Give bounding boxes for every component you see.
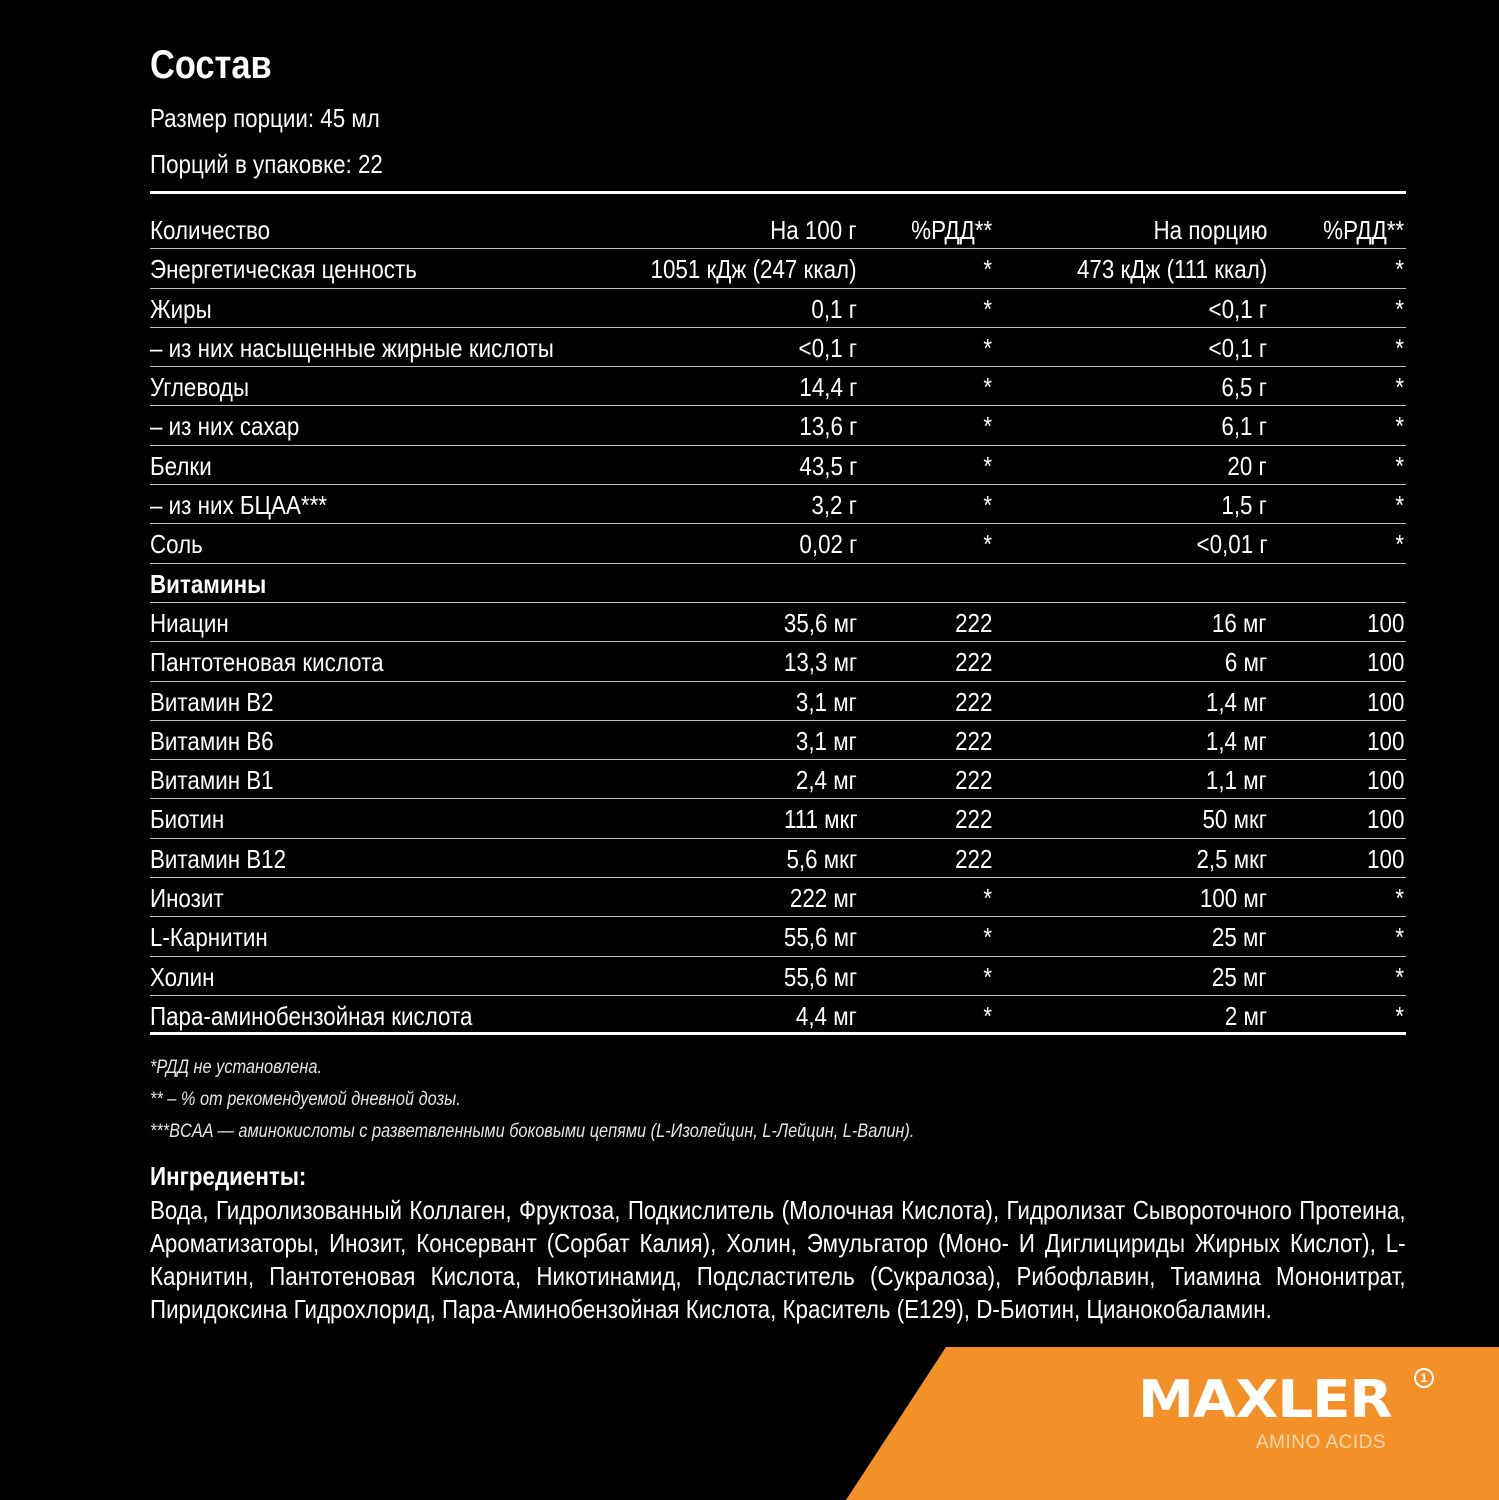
value-per-serving: 6,5 г <box>1221 372 1267 403</box>
rda-per-serving: 100 <box>1366 607 1404 638</box>
nutrition-table <box>150 210 1406 1035</box>
rda-per-serving: 100 <box>1366 725 1404 756</box>
rda-per-100g: * <box>983 293 992 324</box>
table-row <box>150 289 1406 328</box>
table-header-row <box>150 210 1406 249</box>
value-per-100g: 5,6 мкг <box>786 843 857 874</box>
table-row <box>150 642 1406 681</box>
value-per-serving: 1,1 мг <box>1206 765 1267 796</box>
value-per-serving: 25 мг <box>1212 922 1267 953</box>
table-row <box>150 957 1406 996</box>
rda-per-serving: 100 <box>1366 686 1404 717</box>
logo-badge-icon: 1 <box>1414 1368 1434 1388</box>
rda-per-serving: * <box>1395 411 1404 442</box>
table-row <box>150 682 1406 721</box>
table-row <box>150 524 1406 563</box>
value-per-serving: <0,1 г <box>1208 332 1267 363</box>
rda-per-100g: * <box>983 450 992 481</box>
rda-per-100g: * <box>983 490 992 521</box>
nutrient-name: Витамин В6 <box>150 725 274 756</box>
nutrient-name: Энергетическая ценность <box>150 254 417 285</box>
nutrient-name: Холин <box>150 961 215 992</box>
value-per-serving: <0,1 г <box>1208 293 1267 324</box>
column-header-per-serving: На порцию <box>1153 215 1267 245</box>
rda-per-100g: * <box>983 254 992 285</box>
nutrient-name: Пара-аминобензойная кислота <box>150 1000 473 1031</box>
rda-per-100g: 222 <box>954 804 992 835</box>
table-row <box>150 603 1406 642</box>
nutrient-name: – из них насыщенные жирные кислоты <box>150 332 554 363</box>
rda-per-100g: * <box>983 372 992 403</box>
value-per-serving: 6,1 г <box>1221 411 1267 442</box>
nutrient-name: L-Карнитин <box>150 922 268 953</box>
rda-per-serving: * <box>1395 883 1404 914</box>
value-per-100g: 222 мг <box>789 883 857 914</box>
value-per-100g: 0,02 г <box>799 529 857 560</box>
nutrient-name: Жиры <box>150 293 212 324</box>
value-per-serving: 6 мг <box>1224 647 1267 678</box>
table-row <box>150 367 1406 406</box>
table-row <box>150 721 1406 760</box>
rda-per-100g: 222 <box>954 725 992 756</box>
value-per-100g: 55,6 мг <box>783 961 857 992</box>
value-per-100g: 13,3 мг <box>783 647 857 678</box>
rda-per-serving: * <box>1395 372 1404 403</box>
rda-per-100g: * <box>983 883 992 914</box>
value-per-serving: <0,01 г <box>1196 529 1267 560</box>
rda-per-100g: 222 <box>954 607 992 638</box>
nutrient-name: Витамины <box>150 568 267 599</box>
nutrient-name: – из них БЦАА*** <box>150 490 327 521</box>
value-per-serving: 16 мг <box>1212 607 1267 638</box>
value-per-100g: 55,6 мг <box>783 922 857 953</box>
rda-per-100g: * <box>983 1000 992 1031</box>
ingredients-text: Вода, Гидролизованный Коллаген, Фруктоза, Подкислитель (Молочная Кислота), Гидролизат Сывороточного Протеина, Ароматизаторы, Инозит, Консервант (Сорбат Калия), Холин, Эмульгатор (Моно- И Диглицириды Жирных Кислот), L-Карнитин, Пантотеновая Кислота, Никотинамид, Подсластитель (Сукралоза), Рибофлавин, Тиамина Мононитрат, Пиридоксина Гидрохлорид, Пара-Аминобензойная Кислота, Краситель (Е129), D-Биотин, Цианокобаламин. <box>150 1195 1406 1324</box>
table-row <box>150 799 1406 838</box>
nutrient-name: Витамин В12 <box>150 843 287 874</box>
nutrient-name: Инозит <box>150 883 224 914</box>
brand-logo <box>1138 1370 1428 1453</box>
value-per-100g: 2,4 мг <box>796 765 857 796</box>
rda-per-100g: * <box>983 411 992 442</box>
rda-per-serving: * <box>1395 254 1404 285</box>
value-per-100g: 3,1 мг <box>796 725 857 756</box>
rda-per-serving: * <box>1395 529 1404 560</box>
value-per-serving: 473 кДж (111 ккал) <box>1076 254 1267 285</box>
value-per-serving: 25 мг <box>1212 961 1267 992</box>
value-per-100g: 35,6 мг <box>783 607 857 638</box>
nutrient-name: Биотин <box>150 804 225 835</box>
footnote: ** – % от рекомендуемой дневной дозы. <box>150 1089 461 1110</box>
rda-per-100g: * <box>983 961 992 992</box>
nutrient-name: Пантотеновая кислота <box>150 647 384 678</box>
rda-per-serving: 100 <box>1366 804 1404 835</box>
value-per-serving: 20 г <box>1227 450 1267 481</box>
rda-per-100g: 222 <box>954 686 992 717</box>
footnotes <box>150 1052 1039 1148</box>
page-title: Состав <box>150 43 272 87</box>
value-per-100g: 14,4 г <box>799 372 857 403</box>
value-per-serving: 1,4 мг <box>1206 725 1267 756</box>
logo-wordmark: MAXLER <box>1138 1370 1392 1430</box>
value-per-100g: 111 мкг <box>783 804 857 835</box>
rda-per-100g: * <box>983 332 992 363</box>
rda-per-100g: 222 <box>954 647 992 678</box>
value-per-100g: <0,1 г <box>798 332 857 363</box>
value-per-100g: 4,4 мг <box>796 1000 857 1031</box>
table-row <box>150 406 1406 445</box>
value-per-serving: 2,5 мкг <box>1196 843 1267 874</box>
column-header-rda-100g: %РДД** <box>910 215 992 245</box>
value-per-100g: 3,1 мг <box>796 686 857 717</box>
column-header-quantity: Количество <box>150 215 271 245</box>
rda-per-serving: * <box>1395 293 1404 324</box>
rda-per-serving: * <box>1395 450 1404 481</box>
rda-per-serving: 100 <box>1366 843 1404 874</box>
nutrient-name: Белки <box>150 450 212 481</box>
table-row <box>150 839 1406 878</box>
footnote: ***BCAA — аминокислоты с разветвленными боковыми цепями (L-Изолейцин, L-Лейцин, L-Валин). <box>150 1121 915 1142</box>
value-per-serving: 2 мг <box>1224 1000 1267 1031</box>
nutrient-name: – из них сахар <box>150 411 300 442</box>
rda-per-serving: 100 <box>1366 765 1404 796</box>
value-per-100g: 0,1 г <box>811 293 857 324</box>
rda-per-serving: 100 <box>1366 647 1404 678</box>
table-row <box>150 760 1406 799</box>
value-per-100g: 3,2 г <box>811 490 857 521</box>
top-divider <box>150 191 1406 194</box>
rda-per-100g: 222 <box>954 843 992 874</box>
value-per-serving: 50 мкг <box>1202 804 1267 835</box>
value-per-100g: 43,5 г <box>799 450 857 481</box>
logo-subtitle: AMINO ACIDS <box>1256 1432 1387 1453</box>
table-row <box>150 917 1406 956</box>
table-row <box>150 328 1406 367</box>
nutrient-name: Витамин В1 <box>150 765 274 796</box>
rda-per-serving: * <box>1395 922 1404 953</box>
nutrient-name: Ниацин <box>150 607 229 638</box>
rda-per-serving: * <box>1395 961 1404 992</box>
footnote: *РДД не установлена. <box>150 1057 322 1078</box>
table-row <box>150 249 1406 288</box>
value-per-serving: 1,4 мг <box>1206 686 1267 717</box>
rda-per-100g: * <box>983 529 992 560</box>
table-row <box>150 564 1406 603</box>
value-per-serving: 1,5 г <box>1221 490 1267 521</box>
nutrient-name: Витамин В2 <box>150 686 274 717</box>
ingredients-title: Ингредиенты: <box>150 1161 307 1191</box>
column-header-rda-serving: %РДД** <box>1322 215 1404 245</box>
rda-per-serving: * <box>1395 490 1404 521</box>
rda-per-100g: * <box>983 922 992 953</box>
nutrient-name: Соль <box>150 529 203 560</box>
rda-per-100g: 222 <box>954 765 992 796</box>
nutrient-name: Углеводы <box>150 372 250 403</box>
value-per-serving: 100 мг <box>1199 883 1267 914</box>
serving-size: Размер порции: 45 мл <box>150 103 380 133</box>
table-row <box>150 878 1406 917</box>
value-per-100g: 1051 кДж (247 ккал) <box>650 254 857 285</box>
table-row <box>150 485 1406 524</box>
rda-per-serving: * <box>1395 332 1404 363</box>
column-header-per-100g: На 100 г <box>770 215 857 245</box>
table-row <box>150 446 1406 485</box>
rda-per-serving: * <box>1395 1000 1404 1031</box>
table-row <box>150 996 1406 1035</box>
servings-per-container: Порций в упаковке: 22 <box>150 149 383 179</box>
value-per-100g: 13,6 г <box>799 411 857 442</box>
